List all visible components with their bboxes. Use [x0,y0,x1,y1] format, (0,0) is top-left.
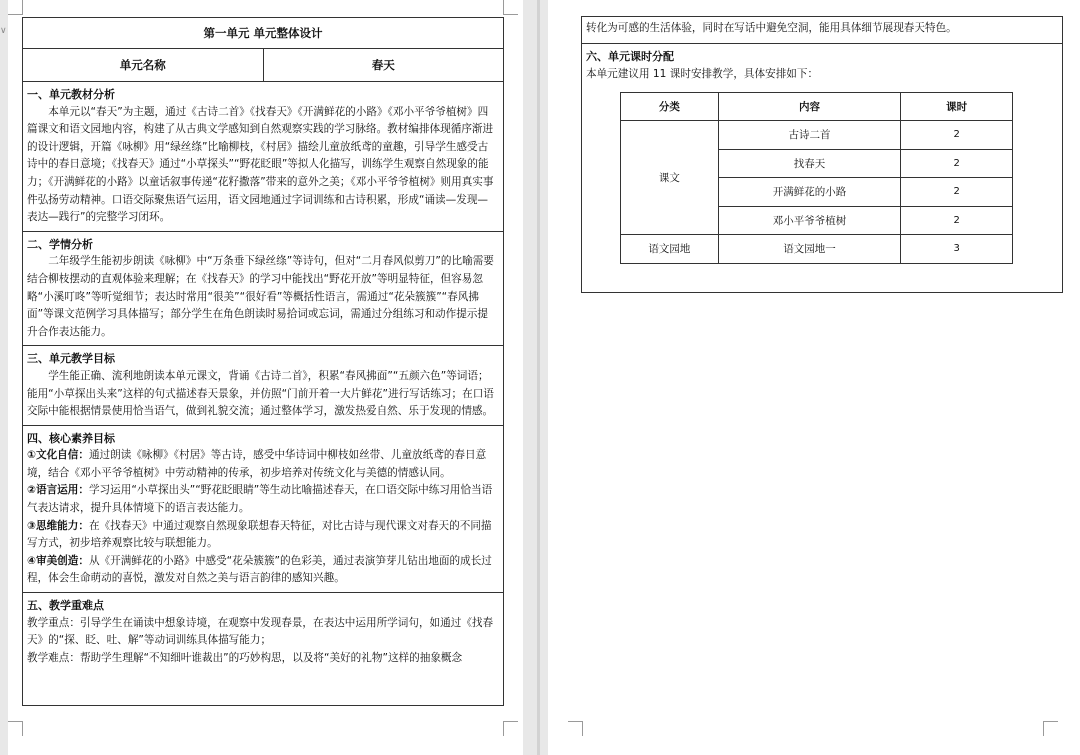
section-heading: 五、教学重难点 [27,599,104,613]
hours-cell: 2 [901,121,1013,150]
content-cell: 古诗二首 [718,121,901,150]
table-row [621,235,1013,264]
crop-mark-icon [503,721,518,736]
core-item [27,447,498,482]
content-cell: 开满鲜花的小路 [718,178,901,207]
core-item [27,518,498,553]
core-item-title: ①文化自信： [27,449,89,462]
section-intro: 本单元建议用 11 课时安排教学，具体安排如下： [586,67,819,80]
document-page-right [548,0,1080,755]
hours-cell: 3 [901,235,1013,264]
content-cell: 邓小平爷爷植树 [718,206,901,235]
unit-name-label: 单元名称 [23,49,264,81]
content-cell: 找春天 [718,149,901,178]
section-core-literacy [23,426,503,593]
hours-cell: 2 [901,178,1013,207]
crop-mark-icon [8,0,23,15]
core-item-text: 通过朗读《咏柳》《村居》等古诗，感受中华诗词中柳枝如丝带、儿童放纸鸢的春日意境，结合《邓小平爷爷植树》中劳动精神的传承，初步培养对传统文化与美德的情感认同。 [27,449,487,479]
table-header-row [621,93,1013,121]
column-header: 内容 [718,93,901,121]
crop-mark-icon [1043,721,1058,736]
section-text: 本单元以“春天”为主题，通过《古诗二首》《找春天》《开满鲜花的小路》《邓小平爷爷植树》四篇课文和语文园地内容，构建了从古典文学感知到自然观察实践的学习脉络。教材编排体现循序渐进的设计逻辑，开篇《咏柳》用“绿丝绦”比喻柳枝，《村居》描绘儿童放纸鸢的童趣，引导学生感受古诗中的春日意境；《找春天》通过“小草探头”“野花眨眼”等拟人化描写，训练学生观察自然现象的能力；《开满鲜花的小路》以童话叙事传递“花籽撒落”带来的意外之美；《邓小平爷爷植树》则用真实事件弘扬劳动精神。口语交际聚焦语气运用，语文园地通过字词训练和古诗积累，形成“诵读—发现—表达—践行”的完整学习闭环。 [27,105,494,224]
section-heading: 二、学情分析 [27,237,93,251]
continuation-row [582,17,1062,44]
section-heading: 四、核心素养目标 [27,431,115,445]
section-text: 学生能正确、流利地朗读本单元课文，背诵《古诗二首》，积累“春风拂面”“五颜六色”等词语；能用“小草探出头来”这样的句式描述春天景象，并仿照“门前开着一大片鲜花”进行写话练习；在口语交际中能根据情景使用恰当语气，做到礼貌交流；通过整体学习，激发热爱自然、乐于发现的情感。 [27,369,494,418]
chevron-down-icon[interactable]: ∨ [0,26,7,36]
section-heading: 三、单元教学目标 [27,352,115,366]
crop-mark-icon [503,0,518,15]
page-divider [537,0,540,755]
core-item [27,553,498,588]
unit-name-value: 春天 [371,58,395,72]
section-heading: 六、单元课时分配 [586,50,674,63]
section-hour-allocation [582,44,1062,87]
core-item-text: 在《找春天》中通过观察自然现象联想春天特征，对比古诗与现代课文对春天的不同描写方式，初步培养观察比较与联想能力。 [27,519,492,550]
section-learner-analysis [23,232,503,347]
section-material-analysis [23,82,503,232]
core-item-title: ②语言运用： [27,484,89,497]
category-cell: 语文园地 [621,235,719,264]
section-heading: 一、单元教材分析 [27,88,115,101]
unit-design-table [22,17,504,706]
section-key-difficulties [23,593,503,671]
column-header: 课时 [901,93,1013,121]
crop-mark-icon [568,721,583,736]
category-cell: 课文 [621,121,719,235]
hours-cell: 2 [901,206,1013,235]
core-item [27,482,498,517]
continuation-text: 转化为可感的生活体验，同时在写话中避免空洞，能用具体细节展现春天特色。 [586,22,957,34]
table-row [621,121,1013,150]
class-hour-table [620,92,1013,264]
core-item-title: ④审美创造： [27,554,89,567]
unit-name-row [23,49,503,82]
section-text: 二年级学生能初步朗读《咏柳》中“万条垂下绿丝绦”等诗句，但对“二月春风似剪刀”的比喻需要结合柳枝摆动的直观体验来理解；在《找春天》的学习中能找出“野花开放”等明显特征，但容易忽略“小溪叮咚”等听觉细节；表达时常用“很美”“很好看”等概括性语言，需通过“花朵簇簇”“春风拂面”等课文范例学习具体描写；部分学生在角色朗读时易拾词或忘词，需通过分组练习和动作提示提升合作表达能力。 [27,255,494,338]
column-header: 分类 [621,93,719,121]
document-page-left [8,0,523,755]
key-point-text: 教学重点：引导学生在诵读中想象诗境，在观察中发现春景，在表达中运用所学词句，如通过《找春天》的“探、眨、吐、解”等动词训练具体描写能力； [27,616,494,647]
hard-point-text: 教学难点：帮助学生理解“不知细叶谁裁出”的巧妙构思，以及将“美好的礼物”这样的抽象概念 [27,651,463,664]
hours-cell: 2 [901,149,1013,178]
core-item-text: 学习运用“小草探出头”“野花眨眼睛”等生动比喻描述春天，在口语交际中练习用恰当语气表达请求，提升具体情境下的语言表达能力。 [27,484,493,515]
crop-mark-icon [8,721,23,736]
table-title: 第一单元 单元整体设计 [23,18,503,49]
core-item-text: 从《开满鲜花的小路》中感受“花朵簇簇”的色彩美，通过表演笋芽儿钻出地面的成长过程，体会生命萌动的喜悦，激发对自然之美与语言韵律的感知兴趣。 [27,554,492,585]
content-cell: 语文园地一 [718,235,901,264]
core-item-title: ③思维能力： [27,519,89,532]
section-teaching-goals [23,346,503,425]
